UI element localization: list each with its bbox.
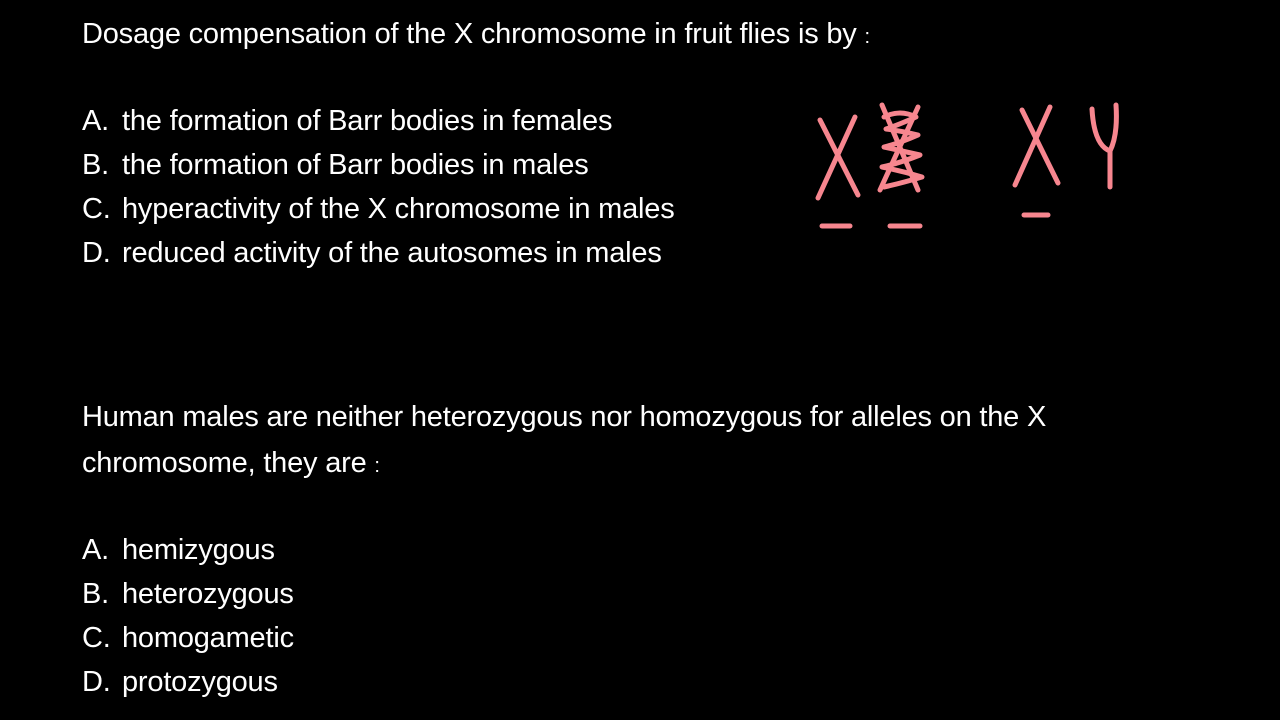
question-2-option-b xyxy=(82,572,294,616)
question-2-colon: : xyxy=(374,455,380,477)
question-1-option-d xyxy=(82,231,675,275)
question-1-options xyxy=(82,99,675,275)
question-2-options xyxy=(82,528,294,704)
option-letter: A. xyxy=(82,534,109,566)
crossed-out-x-chromosome-icon xyxy=(880,105,922,226)
option-text: reduced activity of the autosomes in males xyxy=(122,237,662,269)
question-1-stem xyxy=(82,12,870,59)
option-letter: C. xyxy=(82,622,111,654)
question-1-option-c xyxy=(82,187,675,231)
chromosome-sketch xyxy=(800,95,1140,245)
option-text: the formation of Barr bodies in females xyxy=(122,105,613,137)
y-chromosome-icon xyxy=(1092,105,1116,187)
option-letter: B. xyxy=(82,578,109,610)
x-chromosome-icon xyxy=(818,117,858,226)
question-1-option-b xyxy=(82,143,675,187)
option-letter: D. xyxy=(82,237,111,269)
question-1-colon: : xyxy=(864,26,870,48)
option-text: hyperactivity of the X chromosome in males xyxy=(122,193,675,225)
option-text: protozygous xyxy=(122,666,278,698)
option-text: homogametic xyxy=(122,622,294,654)
option-text: heterozygous xyxy=(122,578,294,610)
option-letter: B. xyxy=(82,149,109,181)
option-letter: A. xyxy=(82,105,109,137)
option-letter: C. xyxy=(82,193,111,225)
question-2-option-c xyxy=(82,616,294,660)
question-2-option-a xyxy=(82,528,294,572)
option-letter: D. xyxy=(82,666,111,698)
option-text: hemizygous xyxy=(122,534,275,566)
question-1-option-a xyxy=(82,99,675,143)
question-2-stem xyxy=(82,394,1192,489)
question-2-option-d xyxy=(82,660,294,704)
option-text: the formation of Barr bodies in males xyxy=(122,149,589,181)
question-1-text: Dosage compensation of the X chromosome in fruit flies is by xyxy=(82,18,857,50)
question-2-text: Human males are neither heterozygous nor homozygous for alleles on the X chromosome, they are xyxy=(82,401,1047,479)
x-chromosome-icon xyxy=(1015,107,1058,215)
